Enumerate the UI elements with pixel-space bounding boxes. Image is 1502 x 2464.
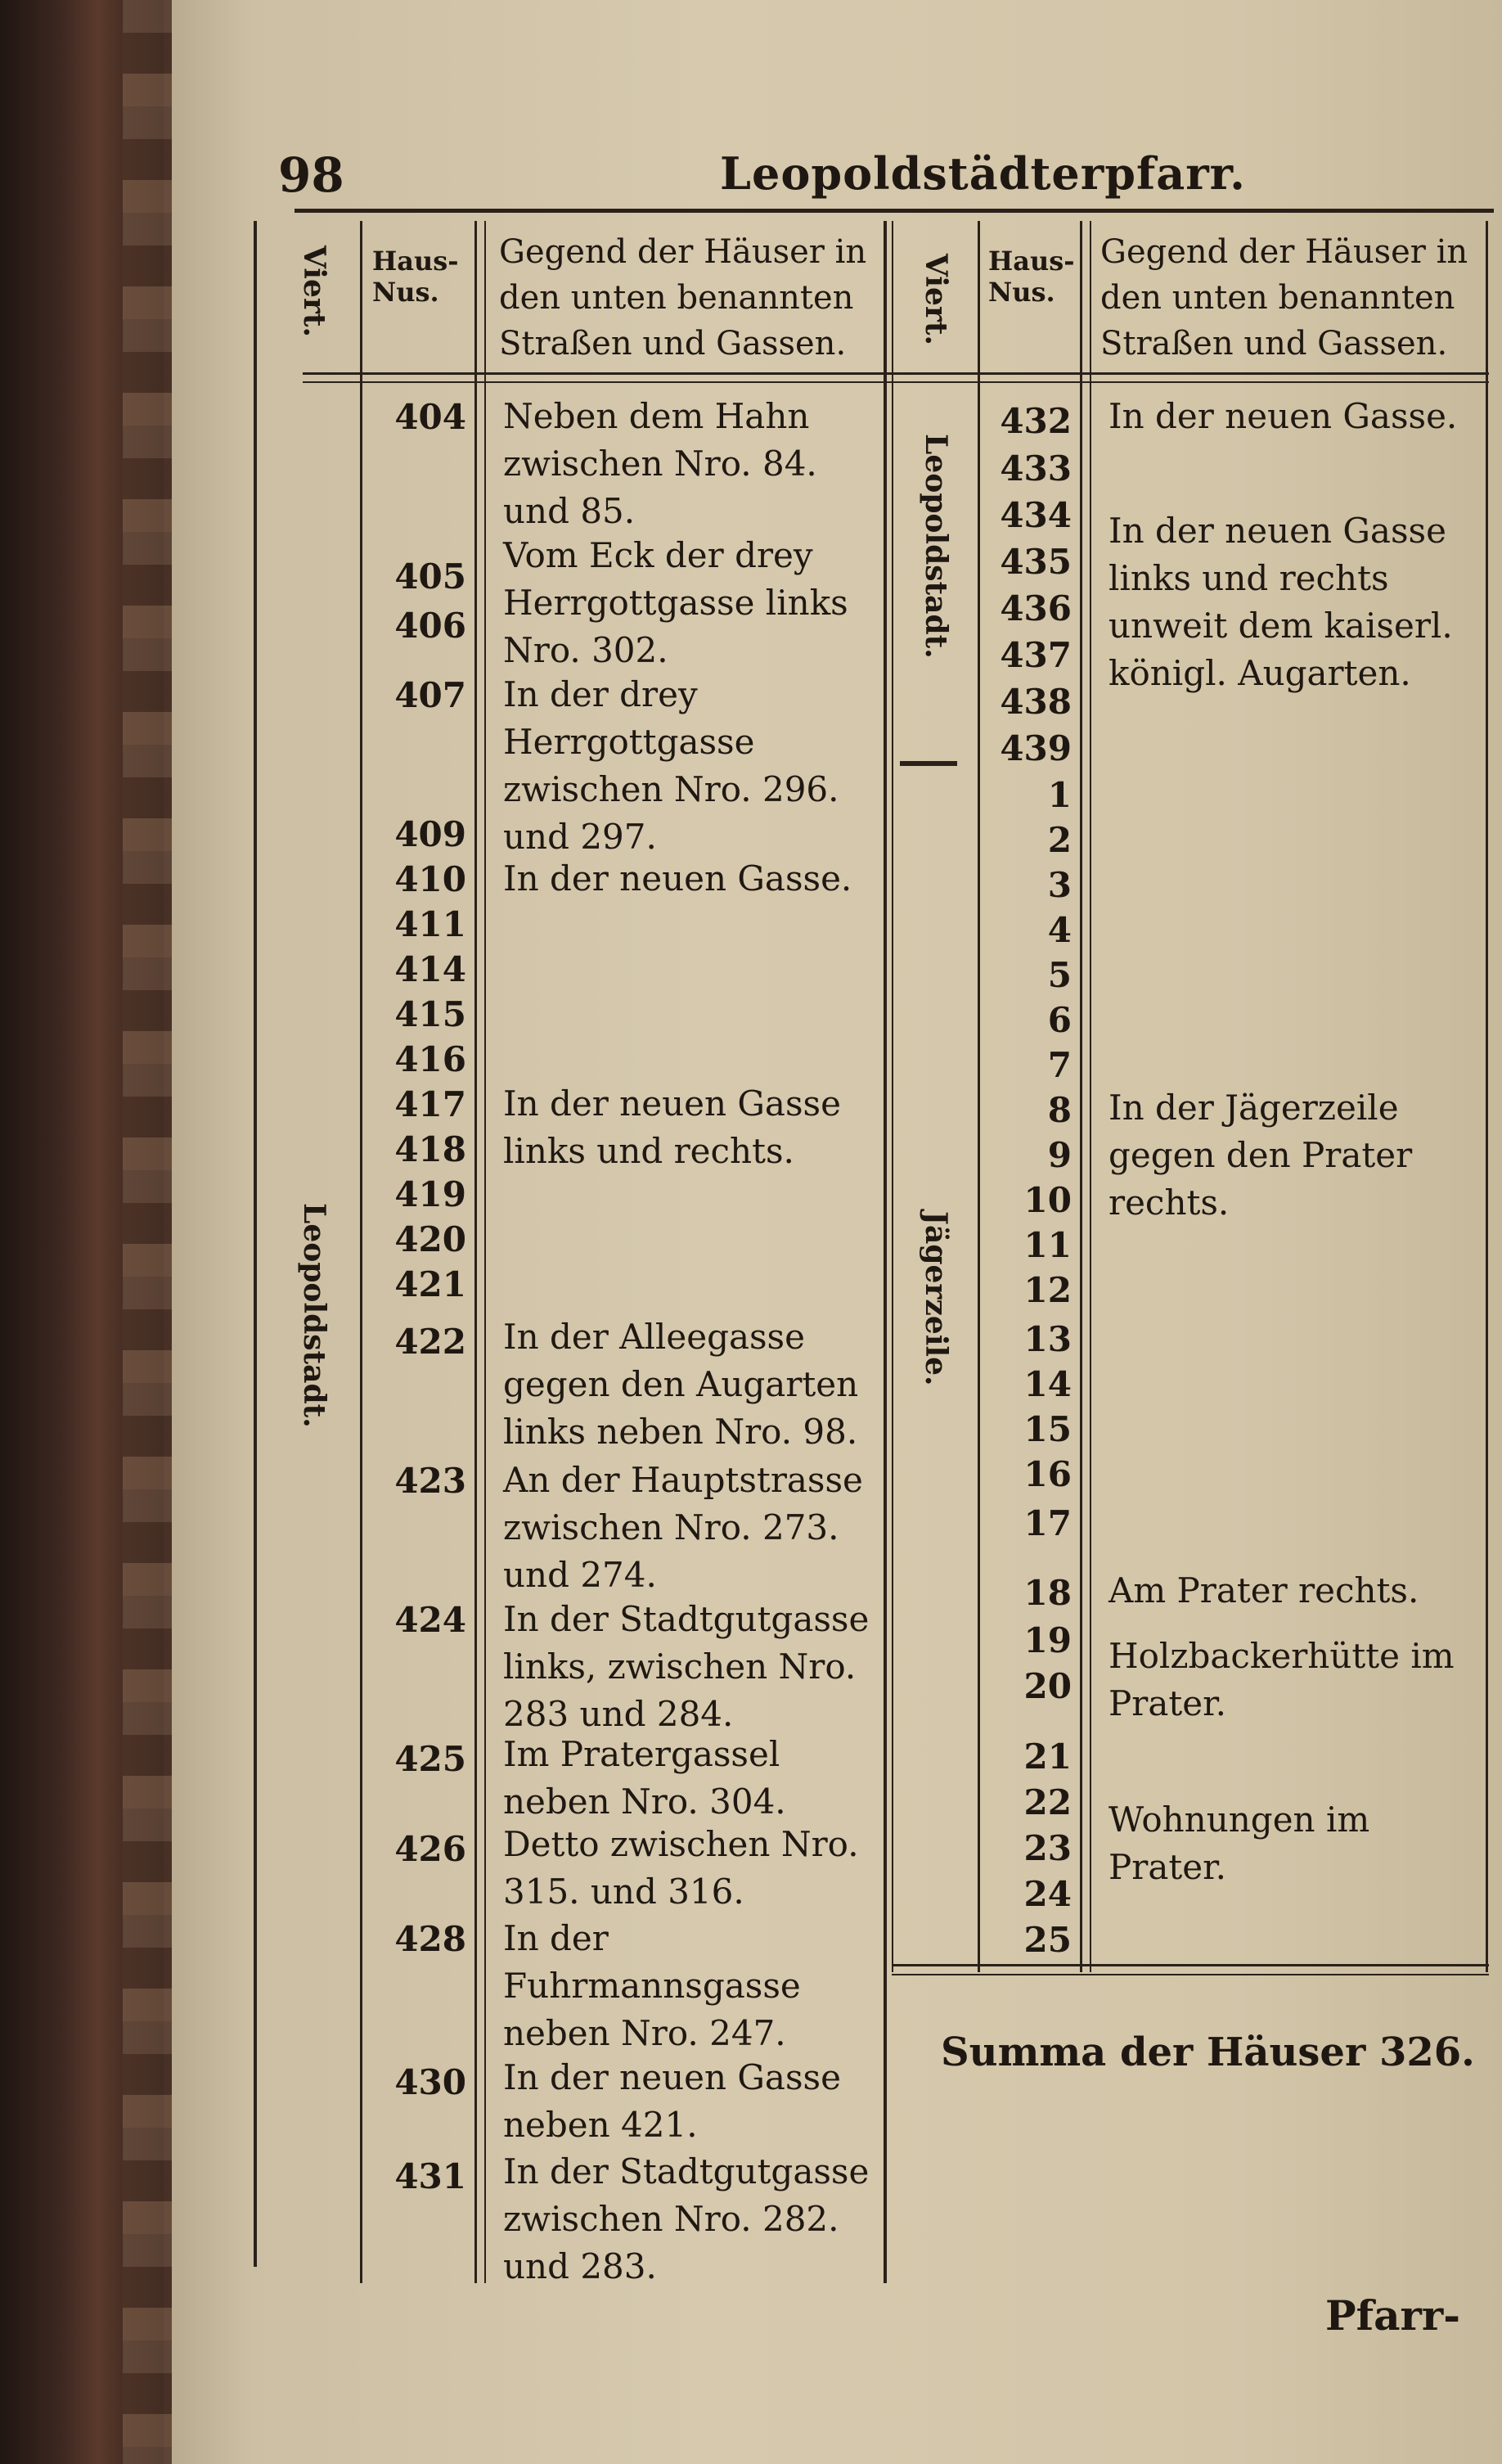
left-row-text: In der neuen Gasse links und rechts. <box>503 1083 841 1171</box>
left-row-no: 409 <box>394 814 466 854</box>
right-row-no: 12 <box>1023 1270 1072 1310</box>
right-row-no: 24 <box>1023 1874 1072 1914</box>
left-row-no: 411 <box>394 904 466 944</box>
catchword: Pfarr- <box>1325 2291 1460 2340</box>
right-row-no: 22 <box>1023 1782 1072 1822</box>
right-row-no: 436 <box>1000 588 1072 628</box>
right-row-no: 18 <box>1023 1573 1072 1613</box>
right-row-no: 25 <box>1023 1920 1072 1960</box>
right-row-no: 3 <box>1047 865 1072 905</box>
left-row-no: 424 <box>394 1600 466 1640</box>
left-row-no: 418 <box>394 1129 466 1169</box>
left-row-no: 422 <box>394 1322 466 1362</box>
left-row-text: In der Stadtgutgasse links, zwischen Nro. 283 und 284. <box>503 1599 870 1734</box>
right-row-text: In der Jägerzeile gegen den Prater rechts. <box>1109 1088 1413 1223</box>
left-row-no: 405 <box>394 556 466 597</box>
right-row-no: 7 <box>1047 1045 1072 1085</box>
left-outer-border <box>254 221 257 2267</box>
right-row-no: 11 <box>1023 1225 1072 1265</box>
quarter-separator <box>900 761 957 766</box>
right-col1-border <box>978 221 980 1972</box>
right-row-no: 437 <box>1000 635 1072 675</box>
left-row-text: In der neuen Gasse. <box>503 858 852 899</box>
right-row-no: 14 <box>1023 1364 1072 1404</box>
top-rule <box>295 209 1494 213</box>
right-header-gegend: Gegend der Häuser in den unten benannten Straßen und Gassen. <box>1100 233 1468 363</box>
right-row-no: 19 <box>1023 1620 1072 1660</box>
right-row-no: 434 <box>1000 495 1072 535</box>
left-row-text: In der Fuhrmannsgasse neben Nro. 247. <box>503 1918 801 2053</box>
right-table-right-border <box>1486 221 1488 1972</box>
right-outer-border <box>892 221 893 1972</box>
left-row-text: In der Alleegasse gegen den Augarten links neben Nro. 98. <box>503 1317 859 1452</box>
right-row-no: 8 <box>1047 1090 1072 1130</box>
left-row-no: 415 <box>394 994 466 1034</box>
right-quarter-label-leopoldstadt: Leopoldstadt. <box>919 434 953 659</box>
right-row-no: 13 <box>1023 1319 1072 1359</box>
left-row-text: In der drey Herrgottgasse zwischen Nro. 296. und 297. <box>503 674 839 857</box>
left-row-no: 407 <box>394 675 466 715</box>
left-row-text: An der Hauptstrasse zwischen Nro. 273. und 274. <box>503 1460 863 1595</box>
right-col2-border <box>1080 221 1082 1972</box>
summa-total: Summa der Häuser 326. <box>941 2029 1475 2075</box>
right-row-no: 4 <box>1047 910 1072 950</box>
left-row-text: Neben dem Hahn zwischen Nro. 84. und 85. <box>503 396 817 531</box>
left-row-text: Im Pratergassel neben Nro. 304. <box>503 1734 786 1822</box>
left-row-no: 419 <box>394 1174 466 1214</box>
right-row-no: 17 <box>1023 1503 1072 1543</box>
right-row-no: 10 <box>1023 1180 1072 1220</box>
right-bottom-rule <box>892 1964 1489 1966</box>
left-row-no: 417 <box>394 1084 466 1124</box>
page-number: 98 <box>278 147 344 203</box>
right-row-no: 435 <box>1000 542 1072 582</box>
right-row-no: 9 <box>1047 1135 1072 1175</box>
right-row-text: In der neuen Gasse links und rechts unweit dem kaiserl. königl. Augarten. <box>1109 511 1453 693</box>
left-row-text: In der Stadtgutgasse zwischen Nro. 282. und 283. <box>503 2151 870 2286</box>
running-head: Leopoldstädterpfarr. <box>720 147 1246 200</box>
left-col1-border <box>360 221 362 2283</box>
left-quarter-label: Leopoldstadt. <box>297 1203 331 1428</box>
left-row-no: 406 <box>394 606 466 646</box>
right-row-no: 433 <box>1000 448 1072 489</box>
left-row-no: 430 <box>394 2062 466 2102</box>
right-row-text: In der neuen Gasse. <box>1109 396 1458 436</box>
left-row-no: 404 <box>394 397 466 437</box>
right-bottom-rule-2 <box>892 1974 1489 1975</box>
right-row-text: Holzbackerhütte im Prater. <box>1109 1636 1455 1723</box>
left-col2-border <box>474 221 477 2283</box>
right-quarter-label-jaegerzeile: Jägerzeile. <box>919 1211 953 1386</box>
right-row-no: 2 <box>1047 820 1072 860</box>
left-row-no: 423 <box>394 1461 466 1501</box>
left-row-no: 431 <box>394 2156 466 2196</box>
right-row-text: Am Prater rechts. <box>1109 1570 1419 1610</box>
left-row-text: Detto zwischen Nro. 315. und 316. <box>503 1824 859 1912</box>
right-row-no: 439 <box>1000 728 1072 768</box>
left-row-no: 416 <box>394 1039 466 1079</box>
left-row-no: 410 <box>394 859 466 899</box>
right-row-text: Wohnungen im Prater. <box>1109 1800 1370 1887</box>
right-row-no: 5 <box>1047 955 1072 995</box>
right-row-no: 23 <box>1023 1828 1072 1868</box>
right-row-no: 20 <box>1023 1666 1072 1706</box>
right-row-no: 1 <box>1047 775 1072 815</box>
right-row-no: 21 <box>1023 1737 1072 1777</box>
book-cover-edge <box>123 0 172 2464</box>
left-header-viertel: Viert. <box>297 245 331 338</box>
book-page <box>172 0 1502 2464</box>
right-header-hausnr: Haus- Nus. <box>988 245 1075 308</box>
left-row-no: 414 <box>394 949 466 989</box>
left-row-no: 426 <box>394 1829 466 1869</box>
left-header-gegend: Gegend der Häuser in den unten benannten Straßen und Gassen. <box>499 233 867 363</box>
right-row-no: 16 <box>1023 1454 1072 1494</box>
right-row-no: 438 <box>1000 682 1072 722</box>
header-rule <box>303 372 1489 375</box>
left-table-right-border <box>884 221 887 2283</box>
right-col2-border-2 <box>1090 221 1091 1972</box>
left-row-no: 420 <box>394 1219 466 1259</box>
left-row-no: 425 <box>394 1739 466 1779</box>
right-row-no: 432 <box>1000 401 1072 441</box>
header-rule-2 <box>303 381 1489 383</box>
right-row-no: 15 <box>1023 1409 1072 1449</box>
right-header-viertel: Viert. <box>919 254 953 346</box>
left-row-text: In der neuen Gasse neben 421. <box>503 2057 841 2145</box>
left-row-no: 421 <box>394 1264 466 1304</box>
left-header-hausnr: Haus- Nus. <box>372 245 459 308</box>
left-row-text: Vom Eck der drey Herrgottgasse links Nro. 302. <box>503 535 848 670</box>
right-row-no: 6 <box>1047 1000 1072 1040</box>
left-row-no: 428 <box>394 1919 466 1959</box>
left-col2-border-2 <box>484 221 486 2283</box>
